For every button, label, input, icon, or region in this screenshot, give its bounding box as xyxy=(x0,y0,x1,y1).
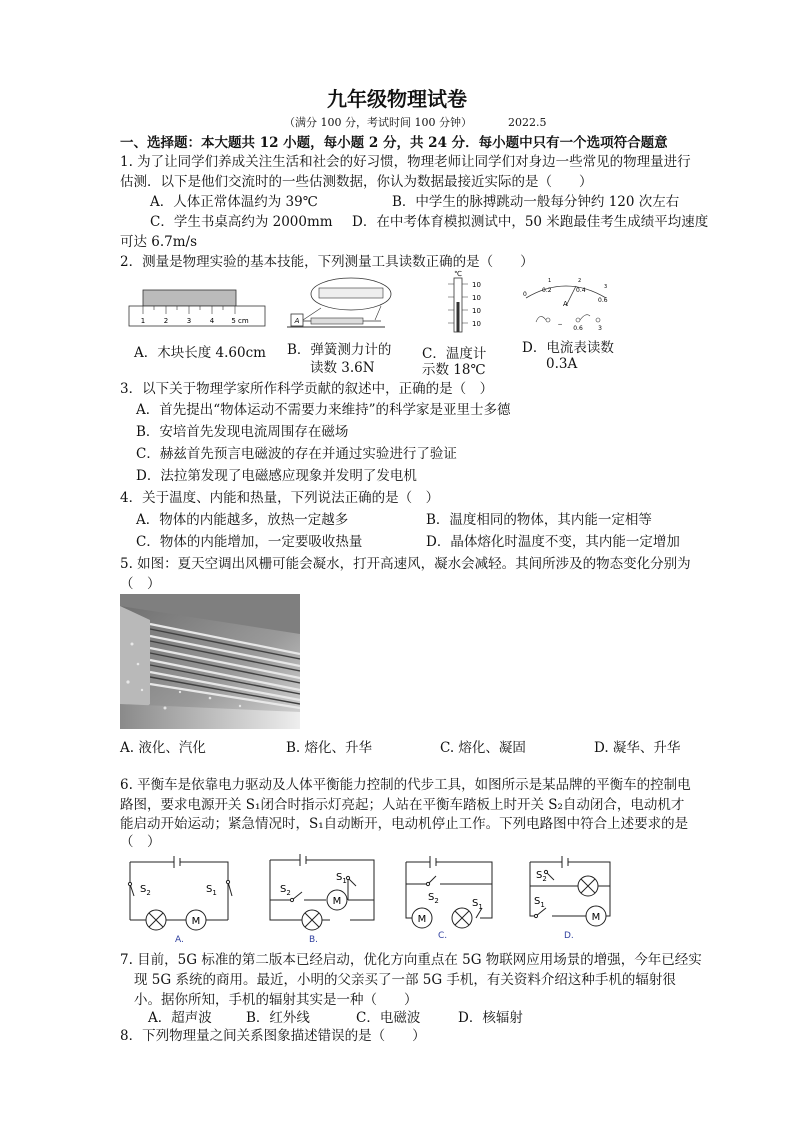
q1-option-a: A．人体正常体温约为 39℃ xyxy=(150,194,318,210)
circuit-a-label: A. xyxy=(175,935,184,944)
q7-line1: 7. 目前，5G 标准的第二版本已经启动，优化方向重点在 5G 物联网应用场景的增强，今年已经实 xyxy=(120,952,702,968)
lamp-icon xyxy=(146,910,166,930)
switch-s1-c: $S_1$ xyxy=(472,898,483,911)
page-title: 九年级物理试卷 xyxy=(327,87,467,111)
switch-s1-b: $S_1$ xyxy=(336,872,347,885)
exam-info xyxy=(284,114,546,130)
ammeter-small-1: 1 xyxy=(548,278,552,284)
lamp-icon xyxy=(452,908,472,928)
q1-option-b: B．中学生的脉搏跳动一般每分钟约 120 次左右 xyxy=(392,194,680,210)
q7-option-c: C．电磁波 xyxy=(356,1010,421,1026)
q7-option-a: A．超声波 xyxy=(148,1010,212,1026)
air-conditioner-vent-photo xyxy=(120,594,300,729)
ruler-tick-3: 3 xyxy=(186,317,192,325)
q2-option-d: D．电流表读数 xyxy=(522,340,614,356)
ruler-figure xyxy=(128,288,268,330)
q7-option-b: B．红外线 xyxy=(246,1010,310,1026)
ammeter-tick-02: 0.2 xyxy=(542,287,552,294)
circuit-d-label: D. xyxy=(564,931,574,941)
motor-icon xyxy=(186,910,206,930)
q1-option-d: D．在中考体育模拟测试中，50 米跑最佳考生成绩平均速度 xyxy=(352,214,709,230)
ruler-tick-4: 4 xyxy=(209,317,215,325)
circuit-b-label: B. xyxy=(309,935,319,944)
q2-option-b-cont: 读数 3.6N xyxy=(310,360,375,376)
circuit-c xyxy=(400,852,500,944)
ammeter-figure xyxy=(518,276,614,332)
switch-s2-c: $S_2$ xyxy=(428,892,439,905)
switch-s2-b: $S_2$ xyxy=(280,884,291,897)
svg-text:A: A xyxy=(294,317,300,325)
q6-line2: 路图，要求电源开关 S₁闭合时指示灯亮起；人站在平衡车踏板上时开关 S₂自动闭合，电动机才 xyxy=(120,797,685,813)
q2-option-c: C．温度计 xyxy=(422,346,487,362)
ammeter-small-2: 2 xyxy=(578,278,582,284)
exam-date: 2022.5 xyxy=(507,116,547,129)
circuit-d xyxy=(522,852,622,944)
q5-option-a: A. 液化、汽化 xyxy=(120,740,206,756)
q4-option-d: D．晶体熔化时温度不变，其内能一定增加 xyxy=(426,534,680,550)
thermo-label-3: 10 xyxy=(472,307,481,315)
q3-option-b: B．安培首先发现电流周围存在磁场 xyxy=(136,424,349,440)
ammeter-unit: A xyxy=(563,300,568,308)
q6-paren: （ ） xyxy=(120,834,161,850)
q1-option-d-cont: 可达 6.7m/s xyxy=(120,234,198,250)
spring-scale-figure xyxy=(285,276,397,332)
q3-option-a: A．首先提出“物体运动不需要力来维持”的科学家是亚里士多德 xyxy=(136,402,511,418)
switch-s2-a: $S_2$ xyxy=(140,884,151,897)
q1-option-c: C．学生书桌高约为 2000mm xyxy=(150,214,333,230)
thermo-label-4: 10 xyxy=(472,320,481,328)
switch-s2-d: $S_2$ xyxy=(536,870,547,883)
thermometer-figure xyxy=(440,268,490,336)
ammeter-tick-04: 0.4 xyxy=(576,287,586,294)
thermo-label-2: 10 xyxy=(472,294,481,302)
q2-option-c-cont: 示数 18℃ xyxy=(422,362,486,378)
motor-icon xyxy=(412,908,432,928)
svg-text:M: M xyxy=(191,916,201,927)
q6-line3: 能启动开始运动；紧急情况时，S₁自动断开，电动机停止工作。下列电路图中符合上述要求的是 xyxy=(120,816,689,832)
q2-option-a: A．木块长度 4.60cm xyxy=(134,345,266,361)
ruler-tick-5: 5 cm xyxy=(231,317,249,325)
q4-option-a: A．物体的内能越多，放热一定越多 xyxy=(136,512,349,528)
q8-stem: 8．下列物理量之间关系图象描述错误的是（ ） xyxy=(120,1028,426,1044)
ruler-tick-1: 1 xyxy=(140,317,146,325)
switch-s1-d: $S_1$ xyxy=(534,896,545,909)
ammeter-tick-06: 0.6 xyxy=(598,297,608,304)
ammeter-term-3: 3 xyxy=(598,325,602,332)
ruler-tick-2: 2 xyxy=(163,317,169,325)
q5-option-d: D. 凝华、升华 xyxy=(594,740,681,756)
lamp-icon xyxy=(302,910,322,930)
svg-text:−: − xyxy=(557,321,563,328)
exam-score-time: （满分 100 分，考试时间 100 分钟） xyxy=(284,116,472,129)
circuit-b xyxy=(264,852,386,944)
motor-icon xyxy=(586,906,606,926)
ammeter-term-06: 0.6 xyxy=(573,325,583,332)
q4-option-b: B．温度相同的物体，其内能一定相等 xyxy=(426,512,652,528)
q2-option-d-cont: 0.3A xyxy=(546,356,578,372)
q7-option-d: D．核辐射 xyxy=(458,1010,523,1026)
svg-text:M: M xyxy=(417,914,427,925)
svg-text:M: M xyxy=(591,912,601,923)
q3-option-d: D．法拉第发现了电磁感应现象并发明了发电机 xyxy=(136,468,417,484)
q3-option-c: C．赫兹首先预言电磁波的存在并通过实验进行了验证 xyxy=(136,446,457,462)
circuit-c-label: C. xyxy=(438,931,448,941)
q6-line1: 6. 平衡车是依靠电力驱动及人体平衡能力控制的代步工具，如图所示是某品牌的平衡车的控制电 xyxy=(120,777,691,793)
q4-option-c: C．物体的内能增加，一定要吸收热量 xyxy=(136,534,363,550)
motor-icon xyxy=(327,890,347,910)
ammeter-small-3: 3 xyxy=(604,284,608,290)
lamp-icon xyxy=(578,876,598,896)
spring-scale xyxy=(311,318,363,324)
q4-stem: 4．关于温度、内能和热量，下列说法正确的是（ ） xyxy=(120,490,440,506)
q5-paren: （ ） xyxy=(120,576,161,592)
q2-stem: 2．测量是物理实验的基本技能，下列测量工具读数正确的是（ ） xyxy=(120,254,534,270)
wood-block xyxy=(143,290,236,306)
q1-line2: 估测．以下是他们交流时的一些估测数据，你认为数据最接近实际的是（ ） xyxy=(120,174,593,190)
q5-option-c: C. 熔化、凝固 xyxy=(440,740,526,756)
section-heading: 一、选择题：本大题共 12 小题，每小题 2 分，共 24 分．每小题中只有一个选项符合题意 xyxy=(120,135,668,151)
thermo-unit: ℃ xyxy=(454,270,462,278)
svg-text:M: M xyxy=(332,896,342,907)
q2-option-b: B．弹簧测力计的 xyxy=(287,342,392,358)
q5-stem: 5. 如图：夏天空调出风栅可能会凝水，打开高速风，凝水会减轻。其间所涉及的物态变化分别为 xyxy=(120,556,691,572)
q7-line2: 现 5G 系统的商用。最近，小明的父亲买了一部 5G 手机，有关资料介绍这种手机的辐射很 xyxy=(134,972,676,988)
q7-line3: 小。据你所知，手机的辐射其实是一种（ ） xyxy=(134,992,418,1008)
switch-s1-a: $S_1$ xyxy=(206,884,217,897)
q3-stem: 3．以下关于物理学家所作科学贡献的叙述中，正确的是（ ） xyxy=(120,381,494,397)
q1-line1: 1. 为了让同学们养成关注生活和社会的好习惯，物理老师让同学们对身边一些常见的物理量进行 xyxy=(120,154,691,170)
ammeter-tick-0: 0 xyxy=(523,291,527,298)
q5-option-b: B. 熔化、升华 xyxy=(286,740,373,756)
circuit-a xyxy=(120,852,242,944)
thermo-label-1: 10 xyxy=(472,281,481,289)
